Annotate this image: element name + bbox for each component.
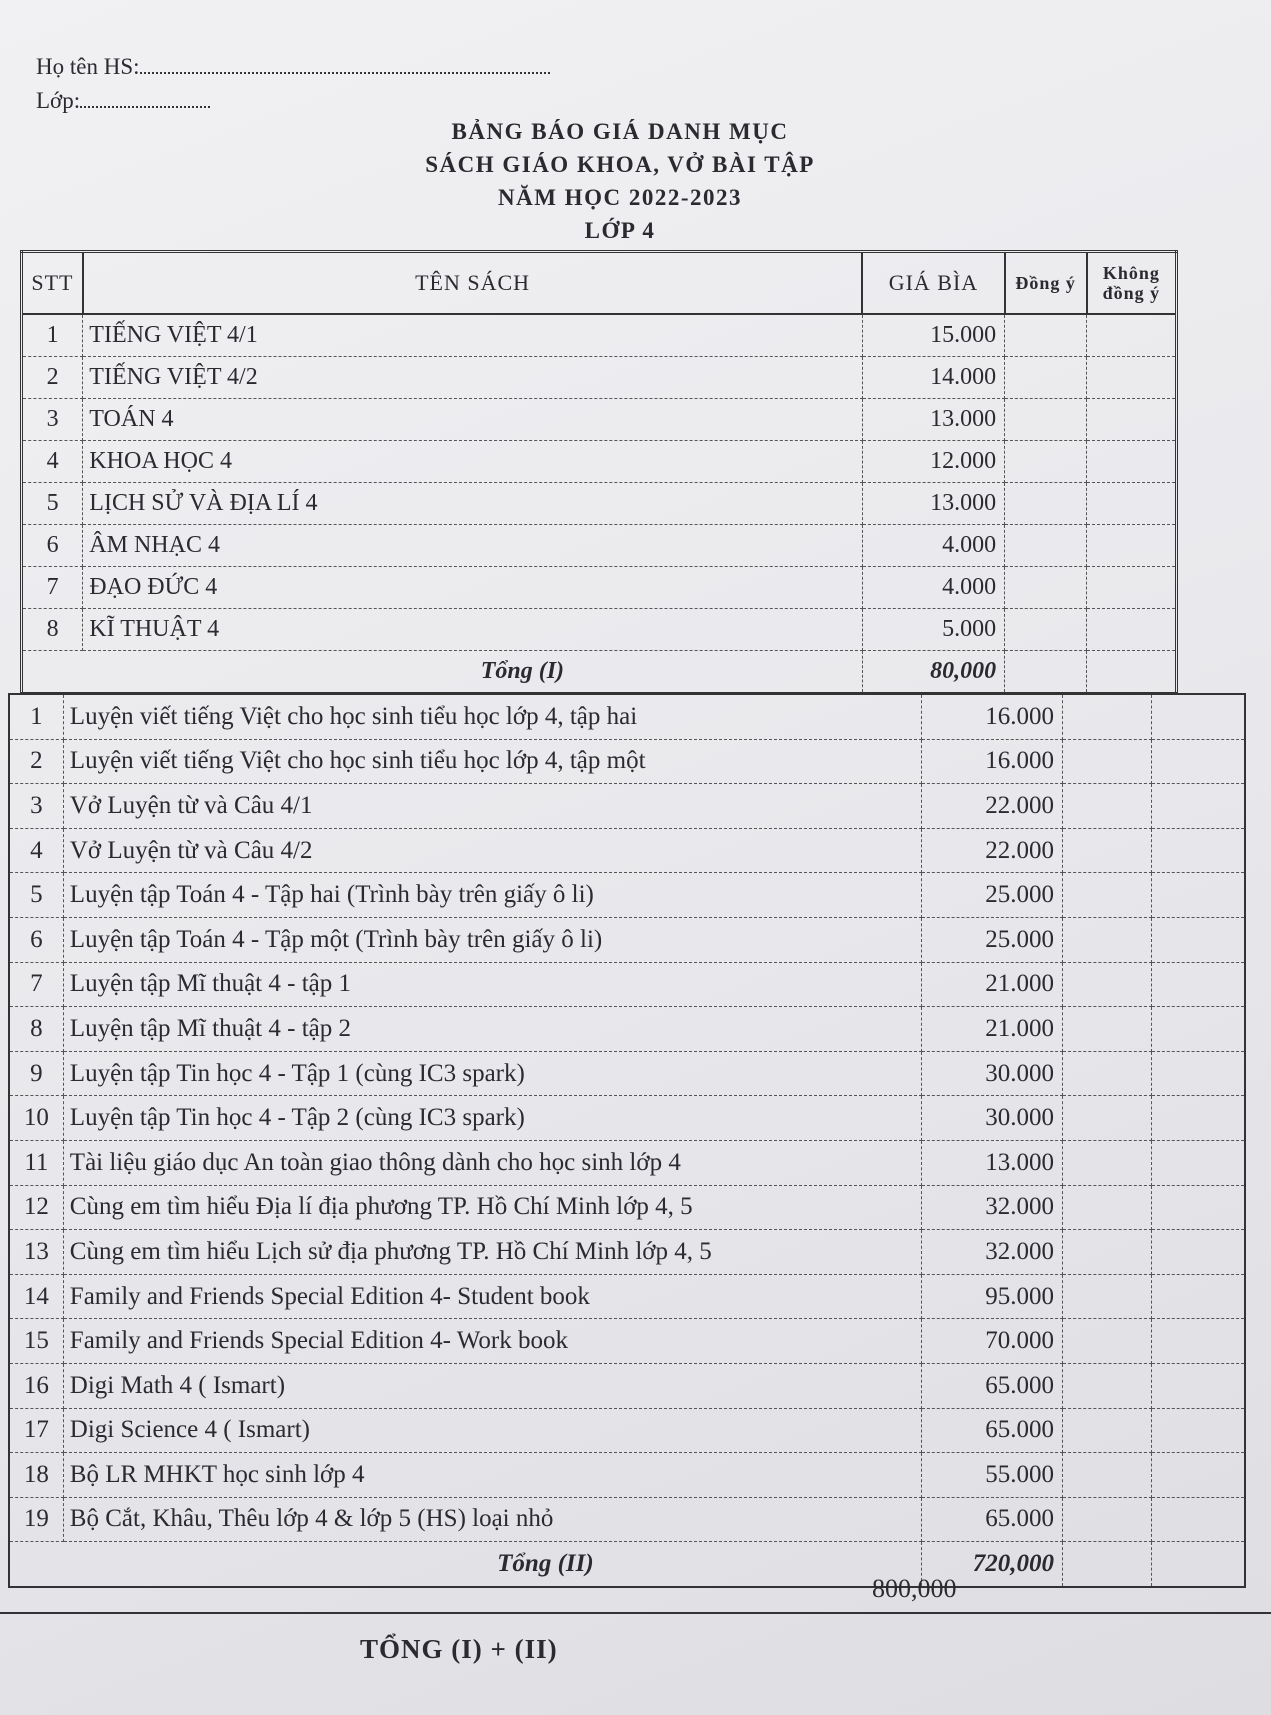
total-2-label: Tổng (II) bbox=[9, 1542, 921, 1587]
book-price: 95.000 bbox=[921, 1274, 1062, 1319]
book-title: Bộ LR MHKT học sinh lớp 4 bbox=[63, 1453, 921, 1498]
disagree-checkbox-cell[interactable] bbox=[1152, 962, 1245, 1007]
row-number: 2 bbox=[22, 357, 83, 399]
total-1-row bbox=[22, 651, 1177, 694]
book-price: 22.000 bbox=[921, 784, 1062, 829]
book-title: ÂM NHẠC 4 bbox=[83, 525, 862, 567]
title-line: BẢNG BÁO GIÁ DANH MỤC bbox=[451, 119, 789, 144]
disagree-checkbox-cell[interactable] bbox=[1152, 1453, 1245, 1498]
table-row bbox=[9, 1319, 1245, 1364]
row-number: 10 bbox=[9, 1096, 63, 1141]
book-price: 16.000 bbox=[921, 739, 1062, 784]
table-row bbox=[9, 1453, 1245, 1498]
row-number: 7 bbox=[22, 567, 83, 609]
book-title: Family and Friends Special Edition 4- Student book bbox=[63, 1274, 921, 1319]
book-price: 65.000 bbox=[921, 1363, 1062, 1408]
table-row bbox=[9, 917, 1245, 962]
row-number: 5 bbox=[22, 483, 83, 525]
agree-checkbox-cell[interactable] bbox=[1005, 567, 1087, 609]
book-title: Luyện tập Mĩ thuật 4 - tập 1 bbox=[63, 962, 921, 1007]
table-row bbox=[9, 1096, 1245, 1141]
agree-checkbox-cell[interactable] bbox=[1063, 962, 1152, 1007]
book-title: Luyện tập Mĩ thuật 4 - tập 2 bbox=[63, 1007, 921, 1052]
book-price: 22.000 bbox=[921, 828, 1062, 873]
document-title bbox=[300, 115, 940, 247]
row-number: 1 bbox=[22, 314, 83, 357]
workbook-rows bbox=[9, 694, 1245, 1542]
disagree-checkbox-cell[interactable] bbox=[1087, 483, 1177, 525]
row-number: 6 bbox=[9, 917, 63, 962]
row-number: 13 bbox=[9, 1230, 63, 1275]
student-name-label: Họ tên HS: bbox=[36, 54, 140, 79]
total-1-label: Tổng (I) bbox=[22, 651, 863, 694]
agree-checkbox-cell[interactable] bbox=[1063, 1363, 1152, 1408]
row-number: 14 bbox=[9, 1274, 63, 1319]
book-price: 30.000 bbox=[921, 1051, 1062, 1096]
table-row bbox=[9, 1497, 1245, 1542]
table-row bbox=[22, 567, 1177, 609]
book-price: 55.000 bbox=[921, 1453, 1062, 1498]
disagree-checkbox-cell[interactable] bbox=[1152, 1230, 1245, 1275]
book-price: 16.000 bbox=[921, 694, 1062, 739]
row-number: 1 bbox=[9, 694, 63, 739]
table-row bbox=[22, 314, 1177, 357]
class-blank bbox=[80, 88, 210, 108]
row-number: 7 bbox=[9, 962, 63, 1007]
student-info bbox=[36, 50, 550, 118]
agree-checkbox-cell[interactable] bbox=[1063, 784, 1152, 829]
disagree-checkbox-cell[interactable] bbox=[1152, 1497, 1245, 1542]
table-row bbox=[9, 1051, 1245, 1096]
agree-checkbox-cell[interactable] bbox=[1005, 525, 1087, 567]
agree-checkbox-cell[interactable] bbox=[1063, 1408, 1152, 1453]
book-title: Cùng em tìm hiểu Lịch sử địa phương TP. Hồ Chí Minh lớp 4, 5 bbox=[63, 1230, 921, 1275]
disagree-checkbox-cell[interactable] bbox=[1087, 357, 1177, 399]
row-number: 2 bbox=[9, 739, 63, 784]
table-row bbox=[9, 1408, 1245, 1453]
book-title: TIẾNG VIỆT 4/2 bbox=[83, 357, 862, 399]
book-price: 4.000 bbox=[862, 525, 1004, 567]
book-price: 32.000 bbox=[921, 1185, 1062, 1230]
table-row bbox=[22, 441, 1177, 483]
book-title: Family and Friends Special Edition 4- Work book bbox=[63, 1319, 921, 1364]
book-title: Luyện tập Tin học 4 - Tập 2 (cùng IC3 spark) bbox=[63, 1096, 921, 1141]
table-row bbox=[9, 962, 1245, 1007]
row-number: 18 bbox=[9, 1453, 63, 1498]
header-stt: STT bbox=[22, 252, 83, 315]
book-title: Luyện tập Toán 4 - Tập một (Trình bày trên giấy ô li) bbox=[63, 917, 921, 962]
agree-checkbox-cell[interactable] bbox=[1063, 1140, 1152, 1185]
table-row bbox=[22, 525, 1177, 567]
book-title: LỊCH SỬ VÀ ĐỊA LÍ 4 bbox=[83, 483, 862, 525]
row-number: 11 bbox=[9, 1140, 63, 1185]
textbook-rows bbox=[22, 314, 1177, 651]
row-number: 4 bbox=[22, 441, 83, 483]
disagree-checkbox-cell[interactable] bbox=[1152, 1096, 1245, 1141]
row-number: 15 bbox=[9, 1319, 63, 1364]
grand-total-value: 800,000 bbox=[872, 1574, 957, 1603]
disagree-checkbox-cell[interactable] bbox=[1152, 828, 1245, 873]
agree-checkbox-cell[interactable] bbox=[1063, 1185, 1152, 1230]
book-price: 13.000 bbox=[862, 399, 1004, 441]
total-2-row bbox=[9, 1542, 1245, 1587]
agree-checkbox-cell[interactable] bbox=[1005, 609, 1087, 651]
row-number: 9 bbox=[9, 1051, 63, 1096]
agree-checkbox-cell[interactable] bbox=[1063, 1051, 1152, 1096]
book-price: 65.000 bbox=[921, 1497, 1062, 1542]
book-title: Luyện viết tiếng Việt cho học sinh tiểu học lớp 4, tập hai bbox=[63, 694, 921, 739]
book-price: 5.000 bbox=[862, 609, 1004, 651]
book-price: 13.000 bbox=[921, 1140, 1062, 1185]
disagree-checkbox-cell[interactable] bbox=[1087, 609, 1177, 651]
book-price: 15.000 bbox=[862, 314, 1004, 357]
disagree-checkbox-cell[interactable] bbox=[1152, 1051, 1245, 1096]
row-number: 12 bbox=[9, 1185, 63, 1230]
book-price: 21.000 bbox=[921, 962, 1062, 1007]
row-number: 19 bbox=[9, 1497, 63, 1542]
agree-checkbox-cell[interactable] bbox=[1063, 873, 1152, 918]
table-row bbox=[22, 399, 1177, 441]
disagree-checkbox-cell[interactable] bbox=[1152, 1408, 1245, 1453]
agree-checkbox-cell[interactable] bbox=[1005, 399, 1087, 441]
book-price: 13.000 bbox=[862, 483, 1004, 525]
table-row bbox=[9, 1185, 1245, 1230]
book-title: Tài liệu giáo dục An toàn giao thông dành cho học sinh lớp 4 bbox=[63, 1140, 921, 1185]
book-price: 32.000 bbox=[921, 1230, 1062, 1275]
disagree-checkbox-cell[interactable] bbox=[1152, 1274, 1245, 1319]
disagree-checkbox-cell[interactable] bbox=[1152, 873, 1245, 918]
book-title: Luyện viết tiếng Việt cho học sinh tiểu học lớp 4, tập một bbox=[63, 739, 921, 784]
total-1-value: 80,000 bbox=[862, 651, 1004, 694]
book-title: Luyện tập Toán 4 - Tập hai (Trình bày trên giấy ô li) bbox=[63, 873, 921, 918]
agree-checkbox-cell[interactable] bbox=[1005, 357, 1087, 399]
textbook-table bbox=[20, 250, 1178, 695]
table-row bbox=[9, 828, 1245, 873]
title-line: NĂM HỌC 2022-2023 bbox=[498, 185, 742, 210]
disagree-checkbox-cell[interactable] bbox=[1152, 739, 1245, 784]
row-number: 6 bbox=[22, 525, 83, 567]
disagree-checkbox-cell[interactable] bbox=[1152, 1363, 1245, 1408]
book-price: 70.000 bbox=[921, 1319, 1062, 1364]
agree-checkbox-cell[interactable] bbox=[1063, 1274, 1152, 1319]
row-number: 8 bbox=[9, 1007, 63, 1052]
table-row bbox=[9, 1274, 1245, 1319]
disagree-checkbox-cell[interactable] bbox=[1087, 399, 1177, 441]
book-price: 30.000 bbox=[921, 1096, 1062, 1141]
header-agree: Đồng ý bbox=[1005, 252, 1087, 315]
row-number: 16 bbox=[9, 1363, 63, 1408]
disagree-checkbox-cell[interactable] bbox=[1152, 694, 1245, 739]
disagree-checkbox-cell[interactable] bbox=[1087, 567, 1177, 609]
class-label: Lớp: bbox=[36, 88, 81, 113]
disagree-checkbox-cell[interactable] bbox=[1087, 525, 1177, 567]
header-disagree: Không đồng ý bbox=[1087, 252, 1177, 315]
agree-checkbox-cell[interactable] bbox=[1063, 1319, 1152, 1364]
book-title: TOÁN 4 bbox=[83, 399, 862, 441]
book-title: Digi Math 4 ( Ismart) bbox=[63, 1363, 921, 1408]
agree-checkbox-cell[interactable] bbox=[1063, 1230, 1152, 1275]
agree-checkbox-cell[interactable] bbox=[1005, 651, 1087, 694]
title-line: SÁCH GIÁO KHOA, VỞ BÀI TẬP bbox=[425, 152, 815, 177]
agree-checkbox-cell[interactable] bbox=[1063, 917, 1152, 962]
row-number: 17 bbox=[9, 1408, 63, 1453]
book-title: KHOA HỌC 4 bbox=[83, 441, 862, 483]
table-row bbox=[9, 1230, 1245, 1275]
book-title: Vở Luyện từ và Câu 4/1 bbox=[63, 784, 921, 829]
table-row bbox=[9, 1007, 1245, 1052]
table-row bbox=[9, 694, 1245, 739]
table-row bbox=[9, 1363, 1245, 1408]
agree-checkbox-cell[interactable] bbox=[1063, 739, 1152, 784]
row-number: 5 bbox=[9, 873, 63, 918]
agree-checkbox-cell[interactable] bbox=[1063, 828, 1152, 873]
header-book-name: TÊN SÁCH bbox=[83, 252, 862, 315]
table-row bbox=[9, 873, 1245, 918]
disagree-checkbox-cell[interactable] bbox=[1152, 784, 1245, 829]
total-2-value: 720,000 bbox=[921, 1542, 1062, 1587]
title-line: LỚP 4 bbox=[584, 218, 656, 243]
agree-checkbox-cell[interactable] bbox=[1063, 1497, 1152, 1542]
student-name-blank bbox=[140, 54, 550, 74]
disagree-checkbox-cell[interactable] bbox=[1152, 917, 1245, 962]
disagree-checkbox-cell[interactable] bbox=[1087, 314, 1177, 357]
book-title: Cùng em tìm hiểu Địa lí địa phương TP. Hồ Chí Minh lớp 4, 5 bbox=[63, 1185, 921, 1230]
row-number: 3 bbox=[9, 784, 63, 829]
disagree-checkbox-cell[interactable] bbox=[1152, 1185, 1245, 1230]
book-price: 21.000 bbox=[921, 1007, 1062, 1052]
header-price: GIÁ BÌA bbox=[862, 252, 1004, 315]
disagree-checkbox-cell[interactable] bbox=[1152, 1319, 1245, 1364]
student-name-field bbox=[36, 50, 550, 84]
agree-checkbox-cell[interactable] bbox=[1005, 441, 1087, 483]
table-row bbox=[9, 784, 1245, 829]
grand-total-label: TỔNG (I) + (II) bbox=[360, 1634, 558, 1664]
table-row bbox=[9, 1140, 1245, 1185]
agree-checkbox-cell[interactable] bbox=[1005, 483, 1087, 525]
table-row bbox=[22, 483, 1177, 525]
disagree-checkbox-cell[interactable] bbox=[1152, 1007, 1245, 1052]
row-number: 4 bbox=[9, 828, 63, 873]
disagree-checkbox-cell[interactable] bbox=[1087, 441, 1177, 483]
disagree-checkbox-cell[interactable] bbox=[1087, 651, 1177, 694]
grand-total-row bbox=[0, 1574, 1271, 1694]
book-price: 25.000 bbox=[921, 873, 1062, 918]
agree-checkbox-cell[interactable] bbox=[1063, 1542, 1152, 1587]
agree-checkbox-cell[interactable] bbox=[1005, 314, 1087, 357]
table-row bbox=[22, 357, 1177, 399]
disagree-checkbox-cell[interactable] bbox=[1152, 1140, 1245, 1185]
book-title: Luyện tập Tin học 4 - Tập 1 (cùng IC3 spark) bbox=[63, 1051, 921, 1096]
book-title: Bộ Cắt, Khâu, Thêu lớp 4 & lớp 5 (HS) loại nhỏ bbox=[63, 1497, 921, 1542]
book-title: Vở Luyện từ và Câu 4/2 bbox=[63, 828, 921, 873]
table-header-row bbox=[22, 252, 1177, 315]
row-number: 8 bbox=[22, 609, 83, 651]
book-price: 25.000 bbox=[921, 917, 1062, 962]
agree-checkbox-cell[interactable] bbox=[1063, 1453, 1152, 1498]
table-row bbox=[22, 609, 1177, 651]
row-number: 3 bbox=[22, 399, 83, 441]
agree-checkbox-cell[interactable] bbox=[1063, 1007, 1152, 1052]
book-title: ĐẠO ĐỨC 4 bbox=[83, 567, 862, 609]
class-field bbox=[36, 84, 550, 118]
agree-checkbox-cell[interactable] bbox=[1063, 1096, 1152, 1141]
workbook-table bbox=[8, 693, 1246, 1588]
book-title: KĨ THUẬT 4 bbox=[83, 609, 862, 651]
book-title: TIẾNG VIỆT 4/1 bbox=[83, 314, 862, 357]
agree-checkbox-cell[interactable] bbox=[1063, 694, 1152, 739]
book-price: 4.000 bbox=[862, 567, 1004, 609]
book-price: 12.000 bbox=[862, 441, 1004, 483]
book-price: 65.000 bbox=[921, 1408, 1062, 1453]
book-title: Digi Science 4 ( Ismart) bbox=[63, 1408, 921, 1453]
book-price: 14.000 bbox=[862, 357, 1004, 399]
disagree-checkbox-cell[interactable] bbox=[1152, 1542, 1245, 1587]
table-row bbox=[9, 739, 1245, 784]
